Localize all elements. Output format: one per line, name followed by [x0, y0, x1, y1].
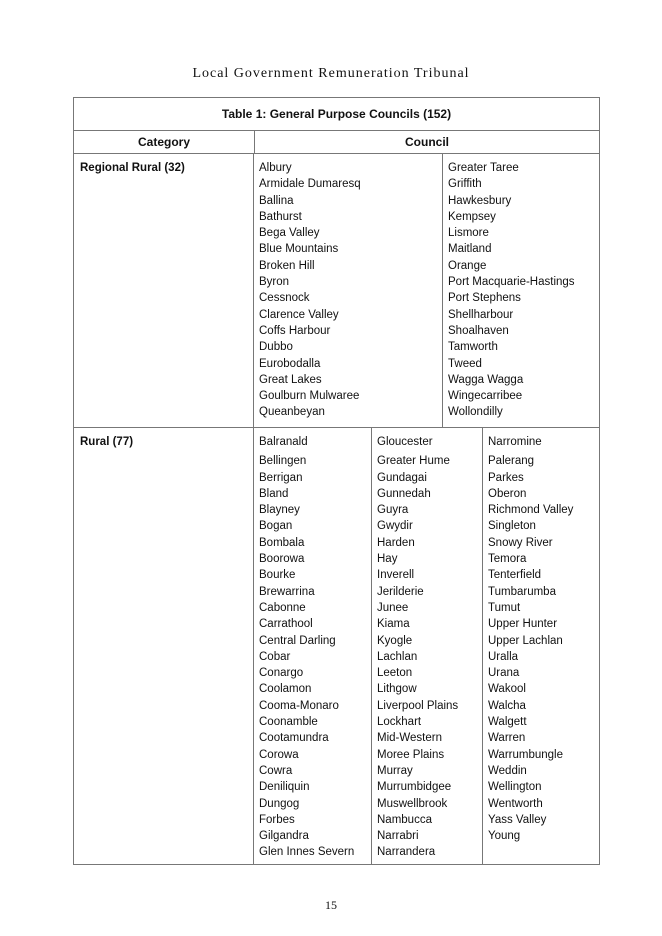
council-name: Glen Innes Severn [259, 846, 355, 859]
table-header-row [74, 131, 599, 154]
council-name: Bogan [259, 520, 293, 533]
council-name: Bellingen [259, 455, 307, 468]
council-name: Bombala [259, 536, 305, 549]
council-list-column [372, 428, 483, 864]
council-name: Albury [259, 162, 292, 174]
council-name: Ballina [259, 194, 294, 207]
council-name: Gundagai [377, 471, 427, 484]
council-name: Jerilderie [377, 585, 424, 598]
council-list-column [254, 428, 372, 864]
council-name: Snowy River [488, 536, 553, 549]
council-name: Lithgow [377, 683, 417, 696]
council-name: Junee [377, 601, 409, 614]
council-name: Eurobodalla [259, 357, 321, 370]
page-header: Local Government Remuneration Tribunal [192, 66, 470, 81]
council-name: Cobar [259, 650, 291, 663]
council-name: Corowa [259, 748, 299, 761]
council-name: Carrathool [259, 618, 313, 631]
council-name: Palerang [488, 455, 535, 468]
council-name: Central Darling [259, 634, 336, 647]
council-name: Blayney [259, 504, 300, 517]
table-row-rural [74, 428, 599, 864]
council-name: Cabonne [259, 601, 306, 614]
council-name: Coonamble [259, 716, 318, 729]
council-name: Upper Lachlan [488, 634, 563, 647]
council-name: Dungog [259, 797, 300, 810]
council-name: Cessnock [259, 292, 310, 305]
council-name: Weddin [488, 764, 527, 777]
council-name: Warren [488, 732, 526, 745]
council-name: Leeton [377, 667, 413, 680]
council-name: Wellington [488, 781, 542, 794]
council-name: Deniliquin [259, 781, 310, 794]
council-list-column [443, 154, 599, 427]
council-name: Tumut [488, 601, 521, 614]
council-name: Balranald [259, 436, 308, 448]
council-name: Urana [488, 667, 520, 680]
category-column-header: Category [74, 131, 255, 153]
council-name: Narrandera [377, 846, 436, 859]
council-name: Nambucca [377, 813, 432, 826]
council-name: Bland [259, 487, 289, 500]
council-name: Hawkesbury [448, 194, 512, 207]
council-name: Richmond Valley [488, 504, 574, 517]
council-name: Murrumbidgee [377, 781, 452, 794]
council-name: Wakool [488, 683, 526, 696]
council-name: Wingecarribee [448, 390, 523, 403]
council-name: Tumbarumba [488, 585, 556, 598]
council-name: Temora [488, 553, 527, 566]
council-name: Lockhart [377, 716, 422, 729]
council-name: Wentworth [488, 797, 543, 810]
council-name: Liverpool Plains [377, 699, 459, 712]
category-cell: Regional Rural (32) [74, 154, 254, 427]
council-name: Narromine [488, 436, 542, 448]
council-name: Walgett [488, 716, 527, 729]
council-name: Mid-Western [377, 732, 442, 745]
council-name: Uralla [488, 650, 519, 663]
council-name: Inverell [377, 569, 415, 582]
table-row-regional-rural [74, 154, 599, 428]
category-cell: Rural (77) [74, 428, 254, 864]
council-name: Hay [377, 553, 398, 566]
council-name: Berrigan [259, 471, 303, 484]
council-name: Murray [377, 764, 413, 777]
council-name: Yass Valley [488, 813, 547, 826]
council-name: Shellharbour [448, 308, 514, 321]
council-name: Gwydir [377, 520, 413, 533]
council-name: Coolamon [259, 683, 312, 696]
council-name: Broken Hill [259, 259, 315, 272]
council-name: Kempsey [448, 210, 496, 223]
council-name: Orange [448, 259, 487, 272]
council-name: Cooma-Monaro [259, 699, 339, 712]
page-number: 15 [325, 898, 337, 912]
council-name: Guyra [377, 504, 409, 517]
council-name: Boorowa [259, 553, 305, 566]
table-title: Table 1: General Purpose Councils (152) [74, 98, 599, 131]
council-name: Byron [259, 276, 290, 289]
council-name: Bathurst [259, 210, 302, 223]
council-name: Kyogle [377, 634, 413, 647]
council-name: Warrumbungle [488, 748, 563, 761]
council-name: Kiama [377, 618, 410, 631]
council-name: Great Lakes [259, 373, 322, 386]
council-name: Lismore [448, 227, 489, 240]
council-name: Tenterfield [488, 569, 542, 582]
council-name: Walcha [488, 699, 526, 712]
council-name: Wollondilly [448, 406, 503, 419]
council-name: Shoalhaven [448, 324, 509, 337]
council-name: Armidale Dumaresq [259, 178, 361, 191]
council-name: Gunnedah [377, 487, 431, 500]
council-name: Singleton [488, 520, 536, 533]
council-name: Wagga Wagga [448, 373, 524, 386]
council-name: Bega Valley [259, 227, 320, 240]
council-name: Dubbo [259, 341, 293, 354]
council-name: Narrabri [377, 830, 419, 843]
council-name: Goulburn Mulwaree [259, 390, 360, 403]
council-name: Brewarrina [259, 585, 315, 598]
council-name: Young [488, 830, 521, 843]
council-name: Maitland [448, 243, 492, 256]
council-name: Cootamundra [259, 732, 329, 745]
council-name: Forbes [259, 813, 295, 826]
council-name: Conargo [259, 667, 304, 680]
council-list-column [254, 154, 443, 427]
council-name: Queanbeyan [259, 406, 325, 419]
council-name: Bourke [259, 569, 296, 582]
council-name: Griffith [448, 178, 482, 191]
council-name: Blue Mountains [259, 243, 339, 256]
councils-table [73, 97, 600, 865]
council-name: Muswellbrook [377, 797, 448, 810]
council-name: Lachlan [377, 650, 418, 663]
council-name: Parkes [488, 471, 524, 484]
council-name: Greater Taree [448, 162, 519, 174]
council-cell [254, 154, 599, 427]
council-name: Tamworth [448, 341, 498, 354]
council-name: Oberon [488, 487, 527, 500]
council-name: Port Macquarie-Hastings [448, 276, 575, 289]
council-name: Tweed [448, 357, 482, 370]
council-name: Port Stephens [448, 292, 521, 305]
council-name: Gilgandra [259, 830, 309, 843]
council-name: Cowra [259, 764, 293, 777]
council-name: Moree Plains [377, 748, 445, 761]
council-name: Coffs Harbour [259, 324, 331, 337]
council-list-column [483, 428, 599, 864]
council-name: Upper Hunter [488, 618, 558, 631]
council-cell [254, 428, 599, 864]
council-name: Gloucester [377, 436, 433, 448]
council-column-header: Council [405, 135, 449, 149]
council-name: Clarence Valley [259, 308, 339, 321]
council-name: Greater Hume [377, 455, 450, 468]
council-name: Harden [377, 536, 415, 549]
